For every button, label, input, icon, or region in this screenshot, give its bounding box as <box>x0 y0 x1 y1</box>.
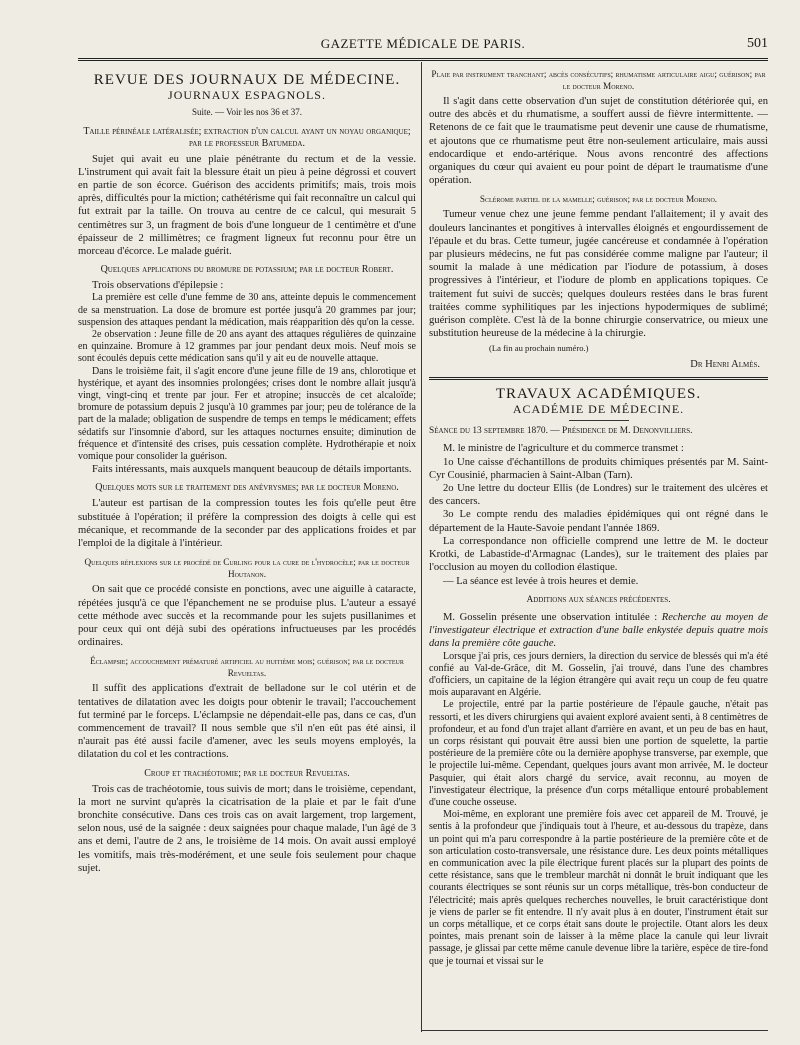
section-subtitle: JOURNAUX ESPAGNOLS. <box>168 88 326 103</box>
article-heading: Taille périnéale latéralisée; extraction d'un calcul ayant un noyau organique; par le professeur Batumeda. <box>83 125 411 149</box>
article-paragraph: On sait que ce procédé consiste en ponctions, avec une aiguille à cataracte, répétées jusqu'à ce que l'épanchement ne se produise plus. L'auteur a essayé cette méthode avec succès et la recommande pour les sujets pusillanimes et pour ceux qui ont déjà subi des opérations infructueuses par les procédés ordinaires. <box>78 584 416 649</box>
article-paragraph: L'auteur est partisan de la compression toutes les fois qu'elle peut être substituée à l'opération; il préfère la compression des doigts à celle qui est mécanique, et recommande de la seconder par des applications froides et par l'emploi de la digitale à l'intérieur. <box>78 498 416 550</box>
article-heading: Éclampsie; accouchement prématuré artificiel au huitième mois; guérison; par le docteur Revueltas. <box>90 656 404 679</box>
article-paragraph: La première est celle d'une femme de 30 ans, atteinte depuis le commencement de sa menstruation. La dose de bromure est portée jusqu'à 20 grammes par jour; suspension des attaques pendant la médication, mais réapparition dès qu'on la cesse. <box>78 292 416 328</box>
section-subtitle: ACADÉMIE DE MÉDECINE. <box>512 402 685 417</box>
observation-title: Recherche au moyen de l'investigateur électrique et extraction d'une balle enkystée depuis quatre mois dans la première côte gauche. <box>429 611 768 650</box>
column-separator <box>421 62 422 1032</box>
article-heading: Quelques réflexions sur le procédé de Curling pour la cure de l'hydrocèle; par le docteur Houtanon. <box>84 557 410 580</box>
seance-line: Séance du 13 septembre 1870. — Présidence de M. Denonvilliers. <box>429 426 693 437</box>
suite-note: Suite. — Voir les nos 36 et 37. <box>192 107 302 118</box>
additions-paragraph: Lorsque j'ai pris, ces jours derniers, la direction du service de blessés qui m'a été confié au Val-de-Grâce, dit M. Gosselin, j'ai trouvé, dans l'une des chambres d'officiers, un capitaine de la légion étrangère qui avait reçu un coup de feu quatre mois auparavant en Algérie. <box>429 650 768 699</box>
section-divider <box>429 377 768 380</box>
article-paragraph: Sujet qui avait eu une plaie pénétrante du rectum et de la vessie. L'instrument qui avait fait la blessure était un pieu à peine dégrossi et couvert en partie de son écorce. Guérison des accidents primitifs; mais, trois mois après, difficultés pour la miction; cathétérisme qui fait reconnaître un calcul qui fut extrait par la taille. On trouva au centre de ce calcul, qui mesurait 5 centimètres sur 3, un fragment de bois d'une longueur de 1 centimètre et d'une épaisseur de 2 millimètres; ce fragment ligneux fut reconnu pour être un morceau d'écorce. Le malade guérit. <box>78 153 416 258</box>
additions-intro <box>429 611 768 651</box>
correspondence-item: 1o Une caisse d'échantillons de produits chimiques présentés par M. Saint-Cyr Cousinié, pharmacien à Saint-Alban (Tarn). <box>429 456 768 481</box>
article-heading: Quelques mots sur le traitement des anévrysmes; par le docteur Moreno. <box>95 482 399 494</box>
journal-title: GAZETTE MÉDICALE DE PARIS. <box>320 36 526 51</box>
article-paragraph: Dans le troisième fait, il s'agit encore d'une jeune fille de 19 ans, chlorotique et hystérique, et ayant des insomnies prolongées; crises dont le nombre allait jusqu'à vingt, vingt-cinq et trente par jour. Fer et atropine; insuccès de cet alcaloïde; bromure de potassium depuis 2 jusqu'à 10 grammes par jour; peu de tolérance de la part de la malade; obligation de suspendre de temps en temps le médicament; effets sédatifs sur l'insomnie d'abord, sur les attaques nocturnes ensuite; diminution de fréquence et d'intensité des crises, puis cessation complète. Hydrothérapie et noix vomique pour consolider la guérison. <box>78 365 416 463</box>
section-title: REVUE DES JOURNAUX DE MÉDECINE. <box>93 72 401 88</box>
article-paragraph: Trois cas de trachéotomie, tous suivis de mort; dans le troisième, cependant, la mort ne survint qu'après la cicatrisation de la plaie et par le fait d'une bronchite consécutive. Dans ces trois cas on avait largement, trop largement, selon nous, usé de la saignée : deux saignées pour chaque malade, l'un âgé de 3 ans et demi, l'autre de 2 ans, le troisième de 14 mois. On avait aussi employé les vomitifs, mais très-modérément, et une seule fois seulement pour chaque sujet. <box>78 783 416 874</box>
end-note: (La fin au prochain numéro.) <box>489 343 589 354</box>
gosselin-intro: M. Gosselin présente une observation intitulée : <box>443 611 658 623</box>
article-paragraph: Trois observations d'épilepsie : <box>92 280 224 292</box>
page-header <box>78 36 768 56</box>
additions-heading: Additions aux séances précédentes. <box>526 594 671 605</box>
article-paragraph: Tumeur venue chez une jeune femme pendant l'allaitement; il y avait des douleurs lancinantes et pongitives à intervalles éloignés et engourdissement de l'épaule et du bras. Cette tumeur, jugée cancéreuse et condamnée à l'opération par plusieurs médecins, ne fut pas considérée comme maligne par l'auteur; il soumit la malade à une médication par l'iodure de potassium, à doses progressives à l'intérieur, et l'iodure de plomb en applications topiques. Ce traitement fut suivi de succès; quelques douleurs restées dans le bras furent traitées comme syphilitiques par les injections hypodermiques de sublimé; guérison complète. C'est là de la bonne chirurgie conservatrice, ou mieux une substitution heureuse de la médecine à la chirurgie. <box>429 209 768 340</box>
correspondence-item: 3o Le compte rendu des maladies épidémiques qui ont régné dans le département de la Haute-Savoie pendant l'année 1869. <box>429 509 768 534</box>
header-rule <box>78 58 768 61</box>
correspondence-item: M. le ministre de l'agriculture et du commerce transmet : <box>443 443 684 455</box>
short-rule <box>569 420 629 421</box>
correspondence-item: — La séance est levée à trois heures et demie. <box>443 575 639 587</box>
additions-paragraph: Le projectile, entré par la partie postérieure de l'épaule gauche, n'était pas ressorti, et les divers chirurgiens qui avaient exploré avaient senti, à 8 centimètres de profondeur, et au fond d'un trajet allant d'arrière en avant, et un peu de bas en haut, un corps résistant qui pouvait être aussi bien une portion de squelette, la partie postérieure de la première côte ou la dernière apophyse transverse, par exemple, que le projectile lui-même. Cependant, quelques jours avant mon arrivée, M. le docteur Pasquier, qui était alors chargé du service, avait reconnu, au moyen de l'investigateur électrique, la présence d'un corps métallique entouré probablement d'une couche osseuse. <box>429 699 768 808</box>
article-paragraph: Faits intéressants, mais auxquels manquent beaucoup de détails importants. <box>92 464 412 476</box>
correspondence-item: 2o Une lettre du docteur Ellis (de Londres) sur le traitement des ulcères et des cancers. <box>429 483 768 508</box>
article-heading: Sclérome partiel de la mamelle; guérison; par le docteur Moreno. <box>479 194 718 205</box>
article-heading: Quelques applications du bromure de potassium; par le docteur Robert. <box>100 264 394 276</box>
footer-rule <box>421 1030 768 1031</box>
article-paragraph: Il s'agit dans cette observation d'un sujet de constitution détériorée qui, en outre des abcès et du rhumatisme, a souffert aussi de fièvre intermittente. — Retenons de ce fait que le traumatisme peut devenir une cause de rhumatisme, et ajoutons que ce rhumatisme peut être non-seulement articulaire, mais aussi endocardique et endo-artérique. Nous avons rencontré des affections organiques du cœur qui avaient eu pour point de départ le traumatisme d'une opération. <box>429 96 768 187</box>
right-column <box>429 66 768 1031</box>
section-title: TRAVAUX ACADÉMIQUES. <box>495 385 702 402</box>
additions-paragraph: Moi-même, en explorant une première fois avec cet appareil de M. Trouvé, je sentis à la profondeur que j'indiquais tout à l'heure, et au-dessous du trapèze, dans un point qui m'a paru correspondre à la partie postérieure de la première côte et de son articulation costo-transversale, une résistance dure. Les deux points métalliques en communication avec la pile électrique furent placés sur la plupart des points de cette résistance, sans que le trembleur marchât ni donnât le bruit indiquant que les courants électriques se sont réunis sur un corps métallique, très-bon conducteur de l'électricité; mais après quelques recherches nouvelles, le bruit caractéristique dont je viens de parler se fit entendre. Il n'y avait plus à en douter, l'instrument était sur un corps métallique, et ce corps était sans doute le projectile. Otant alors les deux pointes, mais prenant soin de laisser à la même place la canule qui leur livrait passage, je glissai par cette même canule devenue libre la tarière, espèce de tire-fond que je tournai et vissai sur le <box>429 809 768 967</box>
correspondence-item: La correspondance non officielle comprend une lettre de M. le docteur Krotki, de Labastide-d'Armagnac (Landes), sur le traitement des plaies par l'occlusion au moyen du collodion élastique. <box>429 535 768 574</box>
article-paragraph: 2e observation : Jeune fille de 20 ans ayant des attaques régulières de quinzaine en quinzaine. Bromure à 12 grammes par jour pendant deux mois. Neuf mois se sont écoulés depuis cette médication sans qu'il y ait eu de nouvelle attaque. <box>78 329 416 365</box>
article-heading: Croup et trachéotomie; par le docteur Revueltas. <box>144 767 350 779</box>
article-heading: Plaie par instrument tranchant; abcès consécutifs; rhumatisme articulaire aigu; guérison; par le docteur Moreno. <box>431 69 766 91</box>
left-column <box>78 66 416 1031</box>
author-signature: Dr Henri Almès. <box>690 358 760 370</box>
page-number: 501 <box>747 36 768 51</box>
article-paragraph: Il suffit des applications d'extrait de belladone sur le col utérin et de tentatives de dilatation avec les doigts pour obtenir le travail; l'accouchement fut terminé par le forceps. L'éclampsie ne dépendait-elle pas, dans ce cas, d'un commencement de travail? Il nous semble que s'il n'en eût pas été ainsi, il n'aurait pas été aussi facile d'amener, avec les seuls moyens employés, la dilatation du col et les contractions. <box>78 683 416 761</box>
